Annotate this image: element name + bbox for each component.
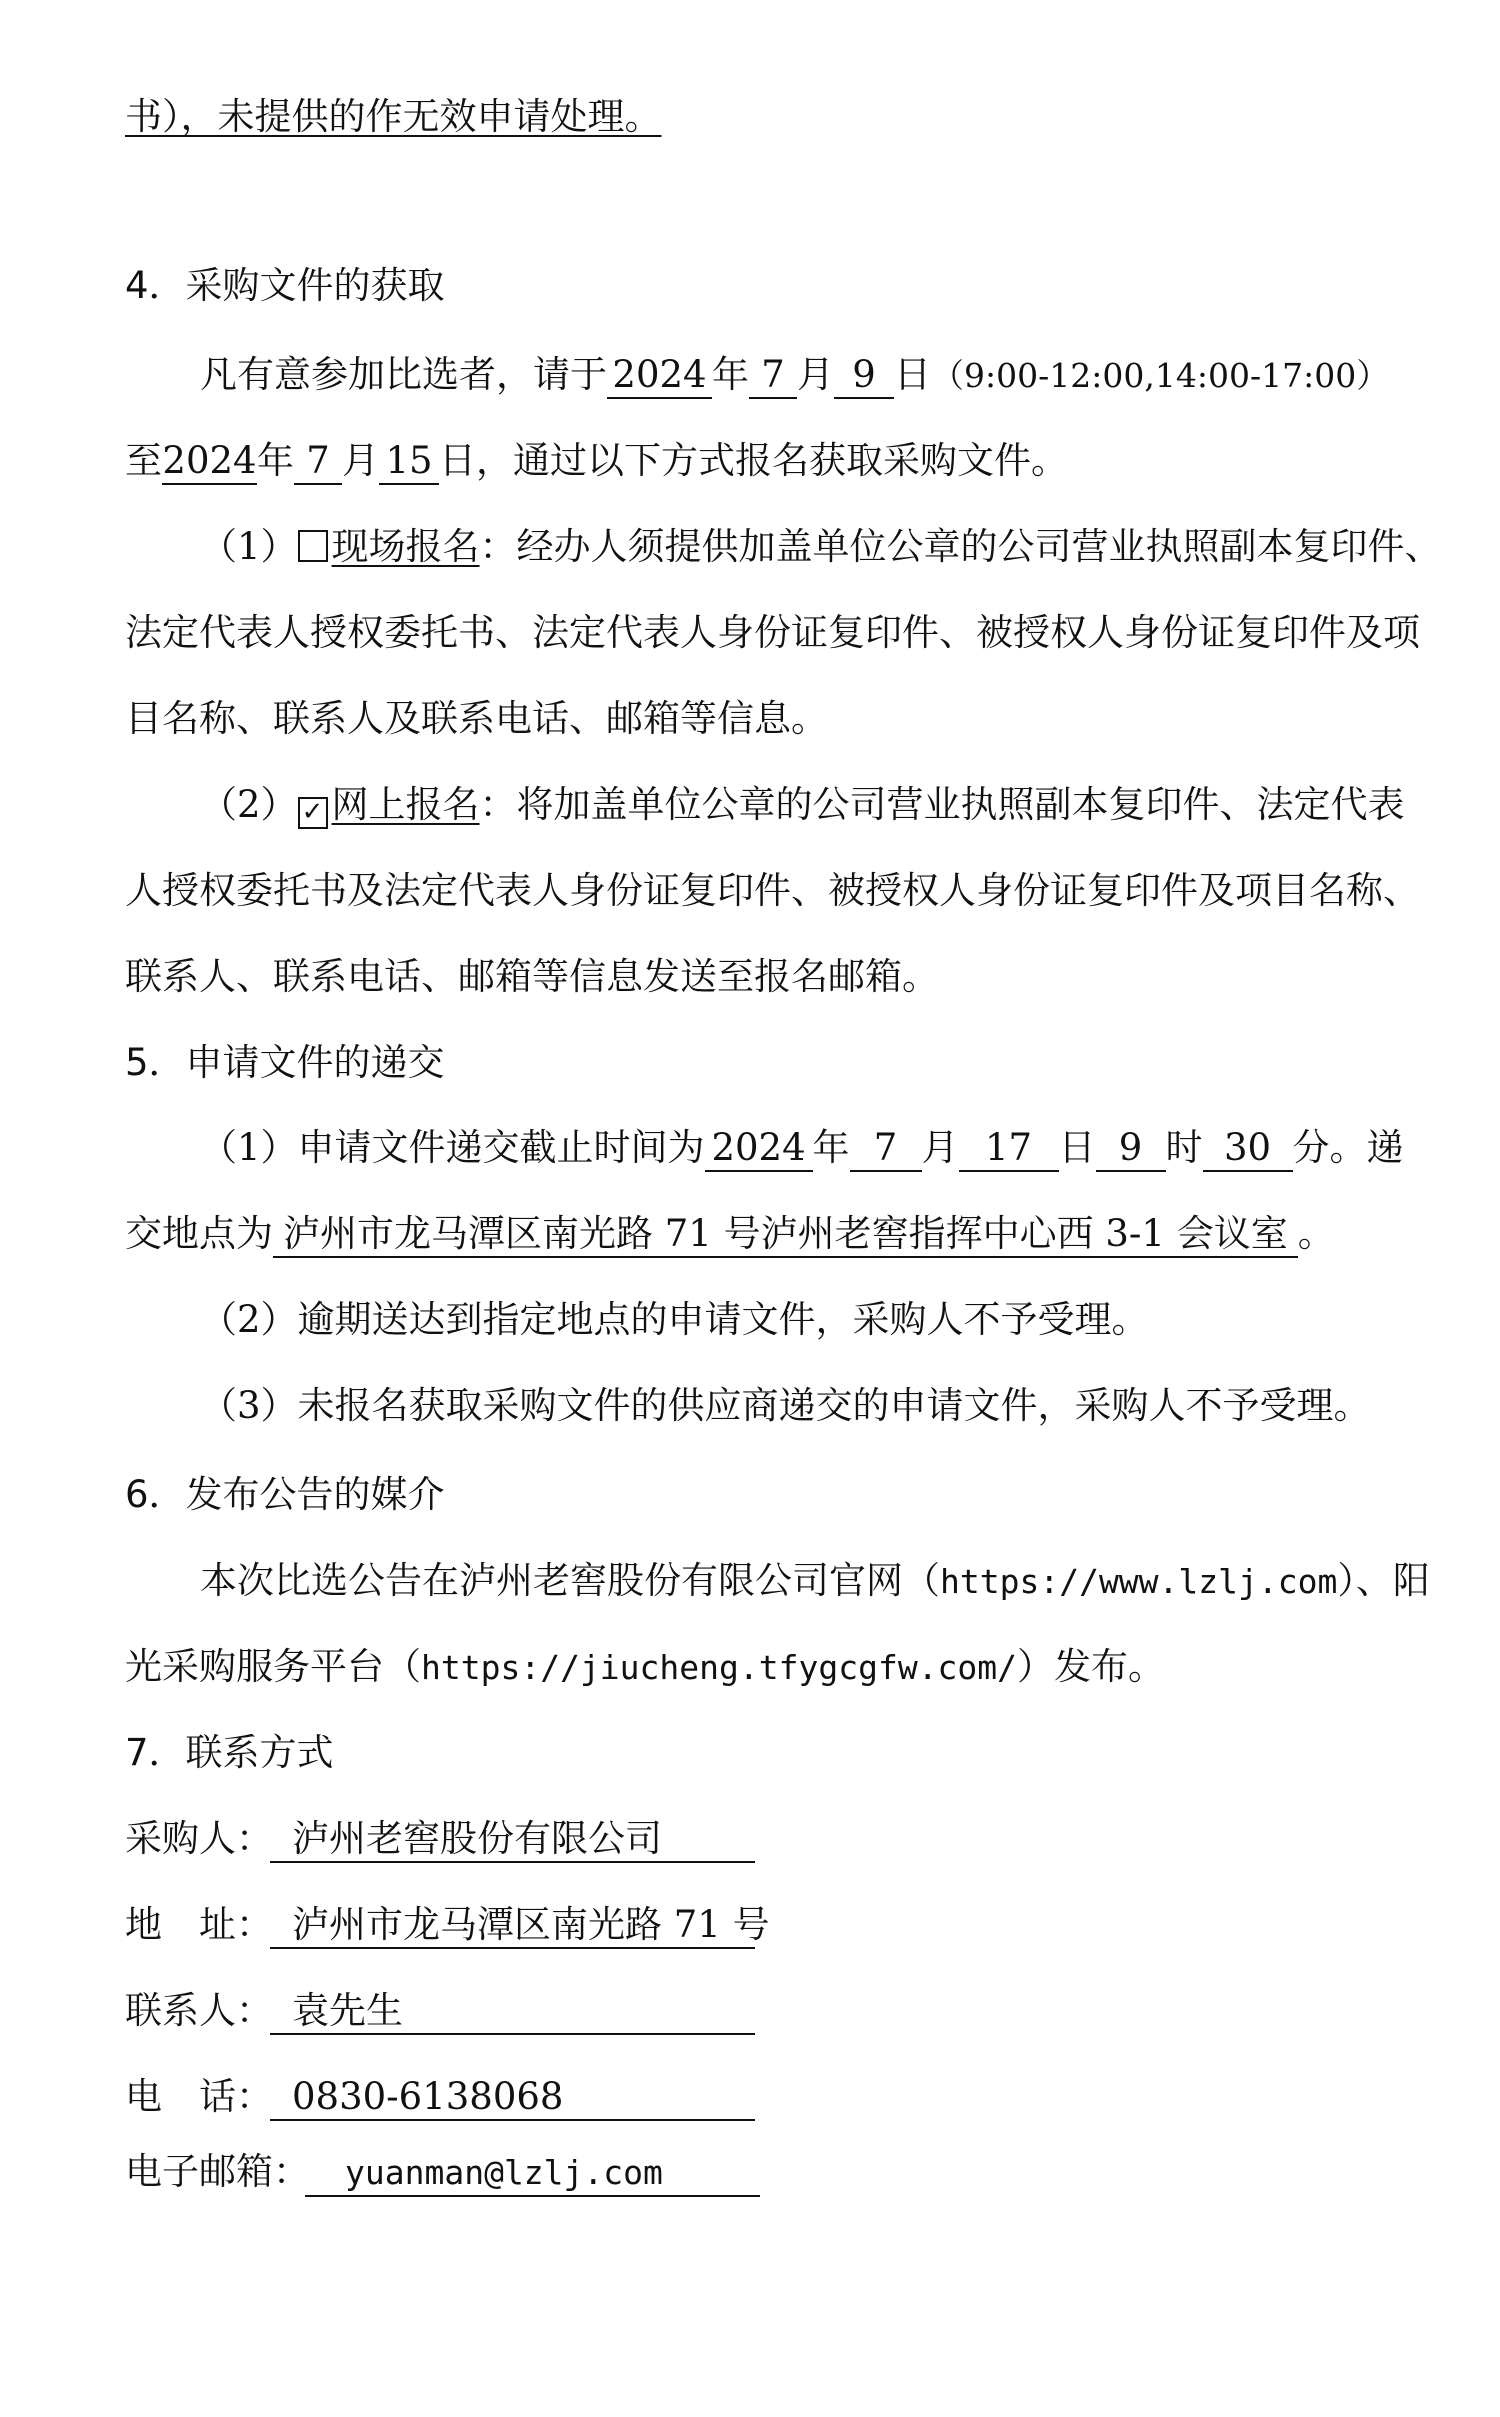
section-4-heading: 4．采购文件的获取 xyxy=(125,264,445,307)
address-value: 泸州市龙马潭区南光路 71 号 xyxy=(270,1903,755,1949)
month-label: 月 xyxy=(921,1126,959,1169)
option-number: （1） xyxy=(200,525,298,568)
contact-phone xyxy=(125,2072,755,2122)
submission-place-line xyxy=(125,1209,1400,1259)
online-registration-option xyxy=(298,783,480,826)
hour-label: 时 xyxy=(1165,1126,1203,1169)
media-text: ）发布。 xyxy=(1017,1645,1166,1688)
end-month: 7 xyxy=(294,439,342,485)
option-label: 现场报名 xyxy=(331,525,480,568)
late-submission-rule: （2）逾期送达到指定地点的申请文件，采购人不予受理。 xyxy=(200,1298,1149,1341)
end-year: 2024 xyxy=(162,439,257,485)
media-text: 本次比选公告在泸州老窖股份有限公司官网（ xyxy=(200,1559,940,1602)
contact-person-value: 袁先生 xyxy=(270,1989,755,2035)
contact-label: 电子邮箱： xyxy=(125,2150,310,2193)
start-month: 7 xyxy=(749,353,797,399)
media-text: 光采购服务平台（ xyxy=(125,1645,421,1688)
contact-email xyxy=(125,2147,760,2197)
deadline-day: 17 xyxy=(959,1126,1059,1172)
submission-place: 泸州市龙马潭区南光路 71 号泸州老窖指挥中心西 3-1 会议室 xyxy=(273,1212,1298,1258)
purchaser-value: 泸州老窖股份有限公司 xyxy=(270,1817,755,1863)
intro-text: 凡有意参加比选者，请于 xyxy=(200,353,607,396)
section-6-heading: 6．发布公告的媒介 xyxy=(125,1473,445,1516)
contact-label: 联系人： xyxy=(125,1989,273,2032)
deadline-text: （1）申请文件递交截止时间为 xyxy=(200,1126,705,1169)
year-label: 年 xyxy=(257,439,294,482)
contact-purchaser xyxy=(125,1814,755,1864)
month-label: 月 xyxy=(342,439,379,482)
day-label: 日 xyxy=(1058,1126,1096,1169)
option-online-line1 xyxy=(200,780,1405,830)
checked-checkbox-icon: ✓ xyxy=(298,797,328,829)
contact-label: 地 址： xyxy=(125,1903,273,1946)
deadline-minute: 30 xyxy=(1203,1126,1293,1172)
official-site-link[interactable]: https://www.lzlj.com xyxy=(940,1562,1338,1601)
previous-section-tail xyxy=(125,92,1400,142)
year-label: 年 xyxy=(712,353,749,396)
deadline-year: 2024 xyxy=(705,1126,813,1172)
start-year: 2024 xyxy=(607,353,712,399)
end-day: 15 xyxy=(379,439,439,485)
section-5-heading: 5．申请文件的递交 xyxy=(125,1041,445,1084)
deadline-hour: 9 xyxy=(1096,1126,1166,1172)
intro-text-end: 日，通过以下方式报名获取采购文件。 xyxy=(439,439,1068,482)
section-4-intro-line1 xyxy=(200,350,1400,401)
media-text: ）、阳 xyxy=(1337,1559,1430,1602)
section-4-intro-line2 xyxy=(125,436,1400,486)
option-onsite-line1 xyxy=(200,522,1442,572)
option-online-line3: 联系人、联系电话、邮箱等信息发送至报名邮箱。 xyxy=(125,955,939,998)
option-onsite-line2: 法定代表人授权委托书、法定代表人身份证复印件、被授权人身份证复印件及项 xyxy=(125,611,1420,654)
day-label: 日 xyxy=(894,353,931,396)
onsite-registration-option xyxy=(298,525,480,568)
option-online-line2: 人授权委托书及法定代表人身份证复印件、被授权人身份证复印件及项目名称、 xyxy=(125,869,1420,912)
month-label: 月 xyxy=(797,353,834,396)
office-hours: （9:00-12:00,14:00-17:00） xyxy=(931,356,1390,395)
option-text: ：经办人须提供加盖单位公章的公司营业执照副本复印件、 xyxy=(479,525,1442,568)
deadline-month: 7 xyxy=(850,1126,922,1172)
deadline-line xyxy=(200,1123,1404,1173)
year-label: 年 xyxy=(812,1126,850,1169)
minute-label: 分。递 xyxy=(1292,1126,1404,1169)
email-value[interactable]: yuanman@lzlj.com xyxy=(305,2151,760,2197)
option-label: 网上报名 xyxy=(331,783,480,826)
to-label: 至 xyxy=(125,439,162,482)
period: 。 xyxy=(1297,1212,1335,1255)
unchecked-checkbox-icon xyxy=(298,530,328,562)
start-day: 9 xyxy=(834,353,894,399)
phone-value: 0830-6138068 xyxy=(270,2075,755,2121)
contact-address xyxy=(125,1900,770,1950)
section-7-heading: 7．联系方式 xyxy=(125,1731,334,1774)
prev-tail-text: 书），未提供的作无效申请处理。 xyxy=(125,95,662,138)
contact-label: 电 话： xyxy=(125,2075,273,2118)
media-line2 xyxy=(125,1642,1400,1693)
unregistered-rule: （3）未报名获取采购文件的供应商递交的申请文件，采购人不予受理。 xyxy=(200,1384,1371,1427)
place-label: 交地点为 xyxy=(125,1212,273,1255)
contact-person xyxy=(125,1986,755,2036)
media-line1 xyxy=(200,1556,1430,1607)
procurement-platform-link[interactable]: https://jiucheng.tfygcgfw.com/ xyxy=(421,1648,1018,1687)
option-text: ：将加盖单位公章的公司营业执照副本复印件、法定代表 xyxy=(479,783,1405,826)
contact-label: 采购人： xyxy=(125,1817,273,1860)
option-onsite-line3: 目名称、联系人及联系电话、邮箱等信息。 xyxy=(125,697,828,740)
option-number: （2） xyxy=(200,783,298,826)
